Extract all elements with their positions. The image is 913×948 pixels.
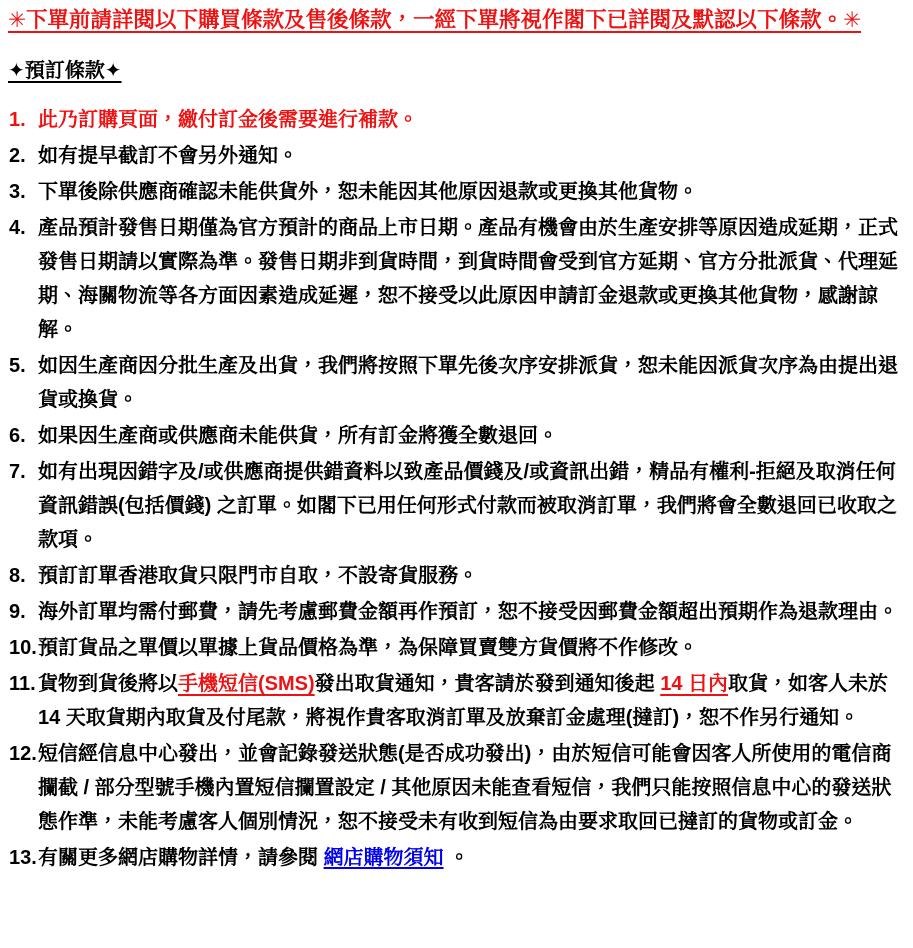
- term-item-10: [8, 631, 907, 665]
- term-number: 5.: [9, 355, 26, 377]
- term-number: 13.: [9, 847, 37, 869]
- term-number: 7.: [9, 461, 26, 483]
- term-item-6: [8, 419, 907, 453]
- term-text: 下單後除供應商確認未能供貨外，恕未能因其他原因退款或更換其他貨物。: [38, 181, 698, 203]
- term-number: 1.: [9, 109, 26, 131]
- term-text: 如有出現因錯字及/或供應商提供錯資料以致產品價錢及/或資訊出錯，精品有權利-拒絕及取消任何資訊錯誤(包括價錢) 之訂單。如閣下已用任何形式付款而被取消訂單，我們將會全數退回已收取之款項。: [38, 461, 897, 551]
- section-heading: ✦預訂條款✦: [8, 60, 122, 82]
- term-text: 如因生產商因分批生產及出貨，我們將按照下單先後次序安排派貨，恕未能因派貨次序為由提出退貨或換貨。: [38, 355, 898, 411]
- term-text: 短信經信息中心發出，並會記錄發送狀態(是否成功發出)，由於短信可能會因客人所使用的電信商攔截 / 部分型號手機內置短信攔置設定 / 其他原因未能查看短信，我們只能按照信息中心的發送狀態作準，未能考慮客人個別情況，恕不接受未有收到短信為由要求取回已撻訂的貨物或訂金。: [38, 743, 892, 833]
- term-number: 8.: [9, 565, 26, 587]
- term-text: 如果因生產商或供應商未能供貨，所有訂金將獲全數退回。: [38, 425, 558, 447]
- term-number: 2.: [9, 145, 26, 167]
- shop-notice-link[interactable]: 網店購物須知: [323, 847, 444, 869]
- term-item-1: [8, 103, 907, 137]
- term-number: 10.: [9, 637, 37, 659]
- term-number: 3.: [9, 181, 26, 203]
- term-item-12: [8, 737, 907, 839]
- term-text: 此乃訂購頁面，繳付訂金後需要進行補款。: [38, 109, 418, 131]
- term-text: 取貨，如客人未於 14 天取貨期內取貨及付尾款，將視作貴客取消訂單及放棄訂金處理(撻訂)，恕不作另行通知。: [38, 673, 889, 729]
- term-item-5: [8, 349, 907, 417]
- term-item-7: [8, 455, 907, 557]
- term-number: 9.: [9, 601, 26, 623]
- pickup-deadline-highlight: 14 日內: [660, 673, 729, 695]
- section-heading-row: [8, 36, 907, 85]
- term-text: 產品預計發售日期僅為官方預計的商品上市日期。產品有機會由於生產安排等原因造成延期，正式發售日期請以實際為準。發售日期非到貨時間，到貨時間會受到官方延期、官方分批派貨、代理延期、海關物流等各方面因素造成延遲，恕不接受以此原因申請訂金退款或更換其他貨物，感謝諒解。: [38, 217, 898, 341]
- term-item-4: [8, 211, 907, 347]
- term-item-11: [8, 667, 907, 735]
- term-text: 有關更多網店購物詳情，請參閱: [38, 847, 324, 869]
- term-text: 預訂貨品之單價以單據上貨品價格為準，為保障買賣雙方貨價將不作修改。: [38, 637, 698, 659]
- terms-list: [8, 103, 907, 875]
- term-item-3: [8, 175, 907, 209]
- term-text: 海外訂單均需付郵費，請先考慮郵費金額再作預訂，恕不接受因郵費金額超出預期作為退款理由。: [38, 601, 898, 623]
- term-item-8: [8, 559, 907, 593]
- term-number: 4.: [9, 217, 26, 239]
- term-number: 6.: [9, 425, 26, 447]
- term-number: 11.: [9, 673, 36, 695]
- term-item-13: [8, 841, 907, 875]
- term-number: 12.: [9, 743, 37, 765]
- term-text: 預訂訂單香港取貨只限門市自取，不設寄貨服務。: [38, 565, 478, 587]
- term-item-2: [8, 139, 907, 173]
- term-text: 如有提早截訂不會另外通知。: [38, 145, 298, 167]
- term-item-9: [8, 595, 907, 629]
- term-text: 貨物到貨後將以: [38, 673, 178, 695]
- term-text: 。: [443, 847, 470, 869]
- sms-highlight: 手機短信(SMS): [178, 673, 315, 695]
- page-title: ✳下單前請詳閱以下購買條款及售後條款，一經下單將視作閣下已詳閱及默認以下條款。✳: [8, 8, 862, 32]
- term-text: 發出取貨通知，貴客請於發到通知後起: [314, 673, 661, 695]
